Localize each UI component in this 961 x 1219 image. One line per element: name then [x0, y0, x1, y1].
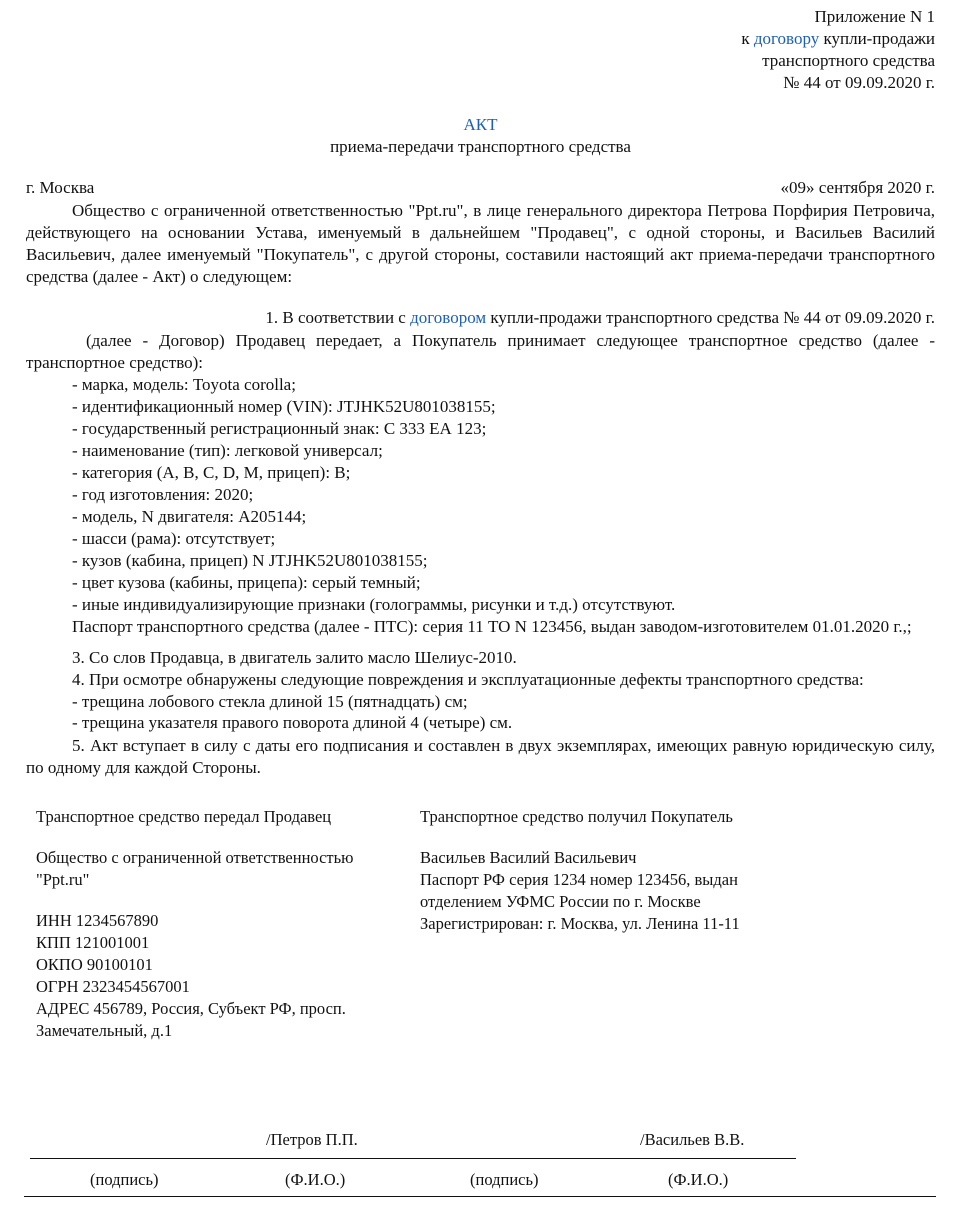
- paragraph-1-prefix: 1. В соответствии с: [265, 308, 411, 327]
- buyer-registration: Зарегистрирован: г. Москва, ул. Ленина 11-11: [420, 914, 740, 933]
- intro-paragraph: Общество с ограниченной ответственностью "Ppt.ru", в лице генерального директора Петрова Порфирия Петровича, действующего на основании Устава, именуемый в дальнейшем "Продавец", с одной стороны, и Васильев Василий Васильевич, далее именуемый "Покупатель", с другой стороны, составили настоящий акт приема-передачи транспортного средства (далее - Акт) о следующем:: [26, 201, 935, 286]
- signature-line: [30, 1158, 796, 1159]
- bottom-divider: [24, 1196, 936, 1197]
- buyer-name: Васильев Василий Васильевич: [420, 848, 637, 867]
- seller-name-cont: "Ppt.ru": [36, 870, 90, 889]
- buyer-signature-name: /Васильев В.В.: [640, 1130, 745, 1149]
- list-item: - цвет кузова (кабины, прицепа): серый темный;: [72, 573, 421, 592]
- vehicle-details-list: [72, 374, 675, 616]
- seller-details: [36, 847, 396, 891]
- seller-heading: Транспортное средство передал Продавец: [36, 807, 332, 826]
- appendix-subject: транспортного средства: [762, 51, 935, 70]
- appendix-contract-ref: [741, 28, 935, 50]
- appendix-suffix: купли-продажи: [819, 29, 935, 48]
- list-item: - категория (A, B, C, D, M, прицеп): B;: [72, 463, 351, 482]
- paragraph-1-first-line: [265, 308, 935, 328]
- contract-link[interactable]: договору: [753, 29, 820, 48]
- list-item: - марка, модель: Toyota corolla;: [72, 375, 296, 394]
- defect-item: - трещина указателя правого поворота длиной 4 (четыре) см.: [72, 713, 513, 732]
- document-subtitle: приема-передачи транспортного средства: [330, 137, 631, 156]
- signature-label: (подпись): [90, 1170, 159, 1189]
- list-item: - иные индивидуализирующие признаки (голограммы, рисунки и т.д.) отсутствуют.: [72, 595, 676, 614]
- signature-label: (подпись): [470, 1170, 539, 1189]
- seller-address: АДРЕС 456789, Россия, Субъект РФ, просп.: [36, 999, 346, 1018]
- seller-signature-name: /Петров П.П.: [266, 1130, 358, 1149]
- seller-okpo: ОКПО 90100101: [36, 955, 153, 974]
- paragraph-5: 5. Акт вступает в силу с даты его подписания и составлен в двух экземплярах, имеющих равную юридическую силу, по одному для каждой Стороны.: [26, 736, 935, 777]
- seller-inn: ИНН 1234567890: [36, 911, 159, 930]
- seller-kpp: КПП 121001001: [36, 933, 150, 952]
- list-item: - наименование (тип): легковой универсал;: [72, 441, 383, 460]
- appendix-prefix: к: [741, 29, 754, 48]
- appendix-contract-number: № 44 от 09.09.2020 г.: [783, 73, 935, 92]
- paragraph-3: 3. Со слов Продавца, в двигатель залито масло Шелиус-2010.: [72, 648, 517, 667]
- buyer-passport: Паспорт РФ серия 1234 номер 123456, выдан: [420, 870, 738, 889]
- seller-name: Общество с ограниченной ответственностью: [36, 848, 354, 867]
- paragraph-1-suffix: купли-продажи транспортного средства № 44 от 09.09.2020 г.: [486, 308, 935, 327]
- paragraph-1-continuation: (далее - Договор) Продавец передает, а Покупатель принимает следующее транспортное средство (далее - транспортное средство):: [26, 331, 935, 372]
- contract-link-2[interactable]: договором: [410, 308, 487, 327]
- list-item: - год изготовления: 2020;: [72, 485, 254, 504]
- seller-requisites: [36, 910, 396, 1042]
- list-item: - модель, N двигателя: A205144;: [72, 507, 307, 526]
- list-item: - кузов (кабина, прицеп) N JTJHK52U801038155;: [72, 551, 428, 570]
- document-title: АКТ: [463, 115, 498, 134]
- appendix-header: [741, 6, 935, 94]
- fio-label: (Ф.И.О.): [285, 1170, 346, 1189]
- pts-paragraph: Паспорт транспортного средства (далее - ПТС): серия 11 ТО N 123456, выдан заводом-изготовителем 01.01.2020 г.,;: [72, 617, 912, 636]
- document-date: «09» сентября 2020 г.: [780, 178, 935, 197]
- seller-address-cont: Замечательный, д.1: [36, 1021, 173, 1040]
- buyer-heading: Транспортное средство получил Покупатель: [420, 807, 733, 826]
- fio-label: (Ф.И.О.): [668, 1170, 729, 1189]
- document-place: г. Москва: [26, 178, 95, 197]
- list-item: - идентификационный номер (VIN): JTJHK52U801038155;: [72, 397, 496, 416]
- list-item: - государственный регистрационный знак: С 333 ЕА 123;: [72, 419, 487, 438]
- defect-item: - трещина лобового стекла длиной 15 (пятнадцать) см;: [72, 692, 468, 711]
- appendix-number: Приложение N 1: [814, 7, 935, 26]
- list-item: - шасси (рама): отсутствует;: [72, 529, 276, 548]
- buyer-details: [420, 847, 840, 935]
- buyer-passport-cont: отделением УФМС России по г. Москве: [420, 892, 701, 911]
- paragraph-4: 4. При осмотре обнаружены следующие повреждения и эксплуатационные дефекты транспортного средства:: [72, 670, 864, 689]
- seller-ogrn: ОГРН 2323454567001: [36, 977, 190, 996]
